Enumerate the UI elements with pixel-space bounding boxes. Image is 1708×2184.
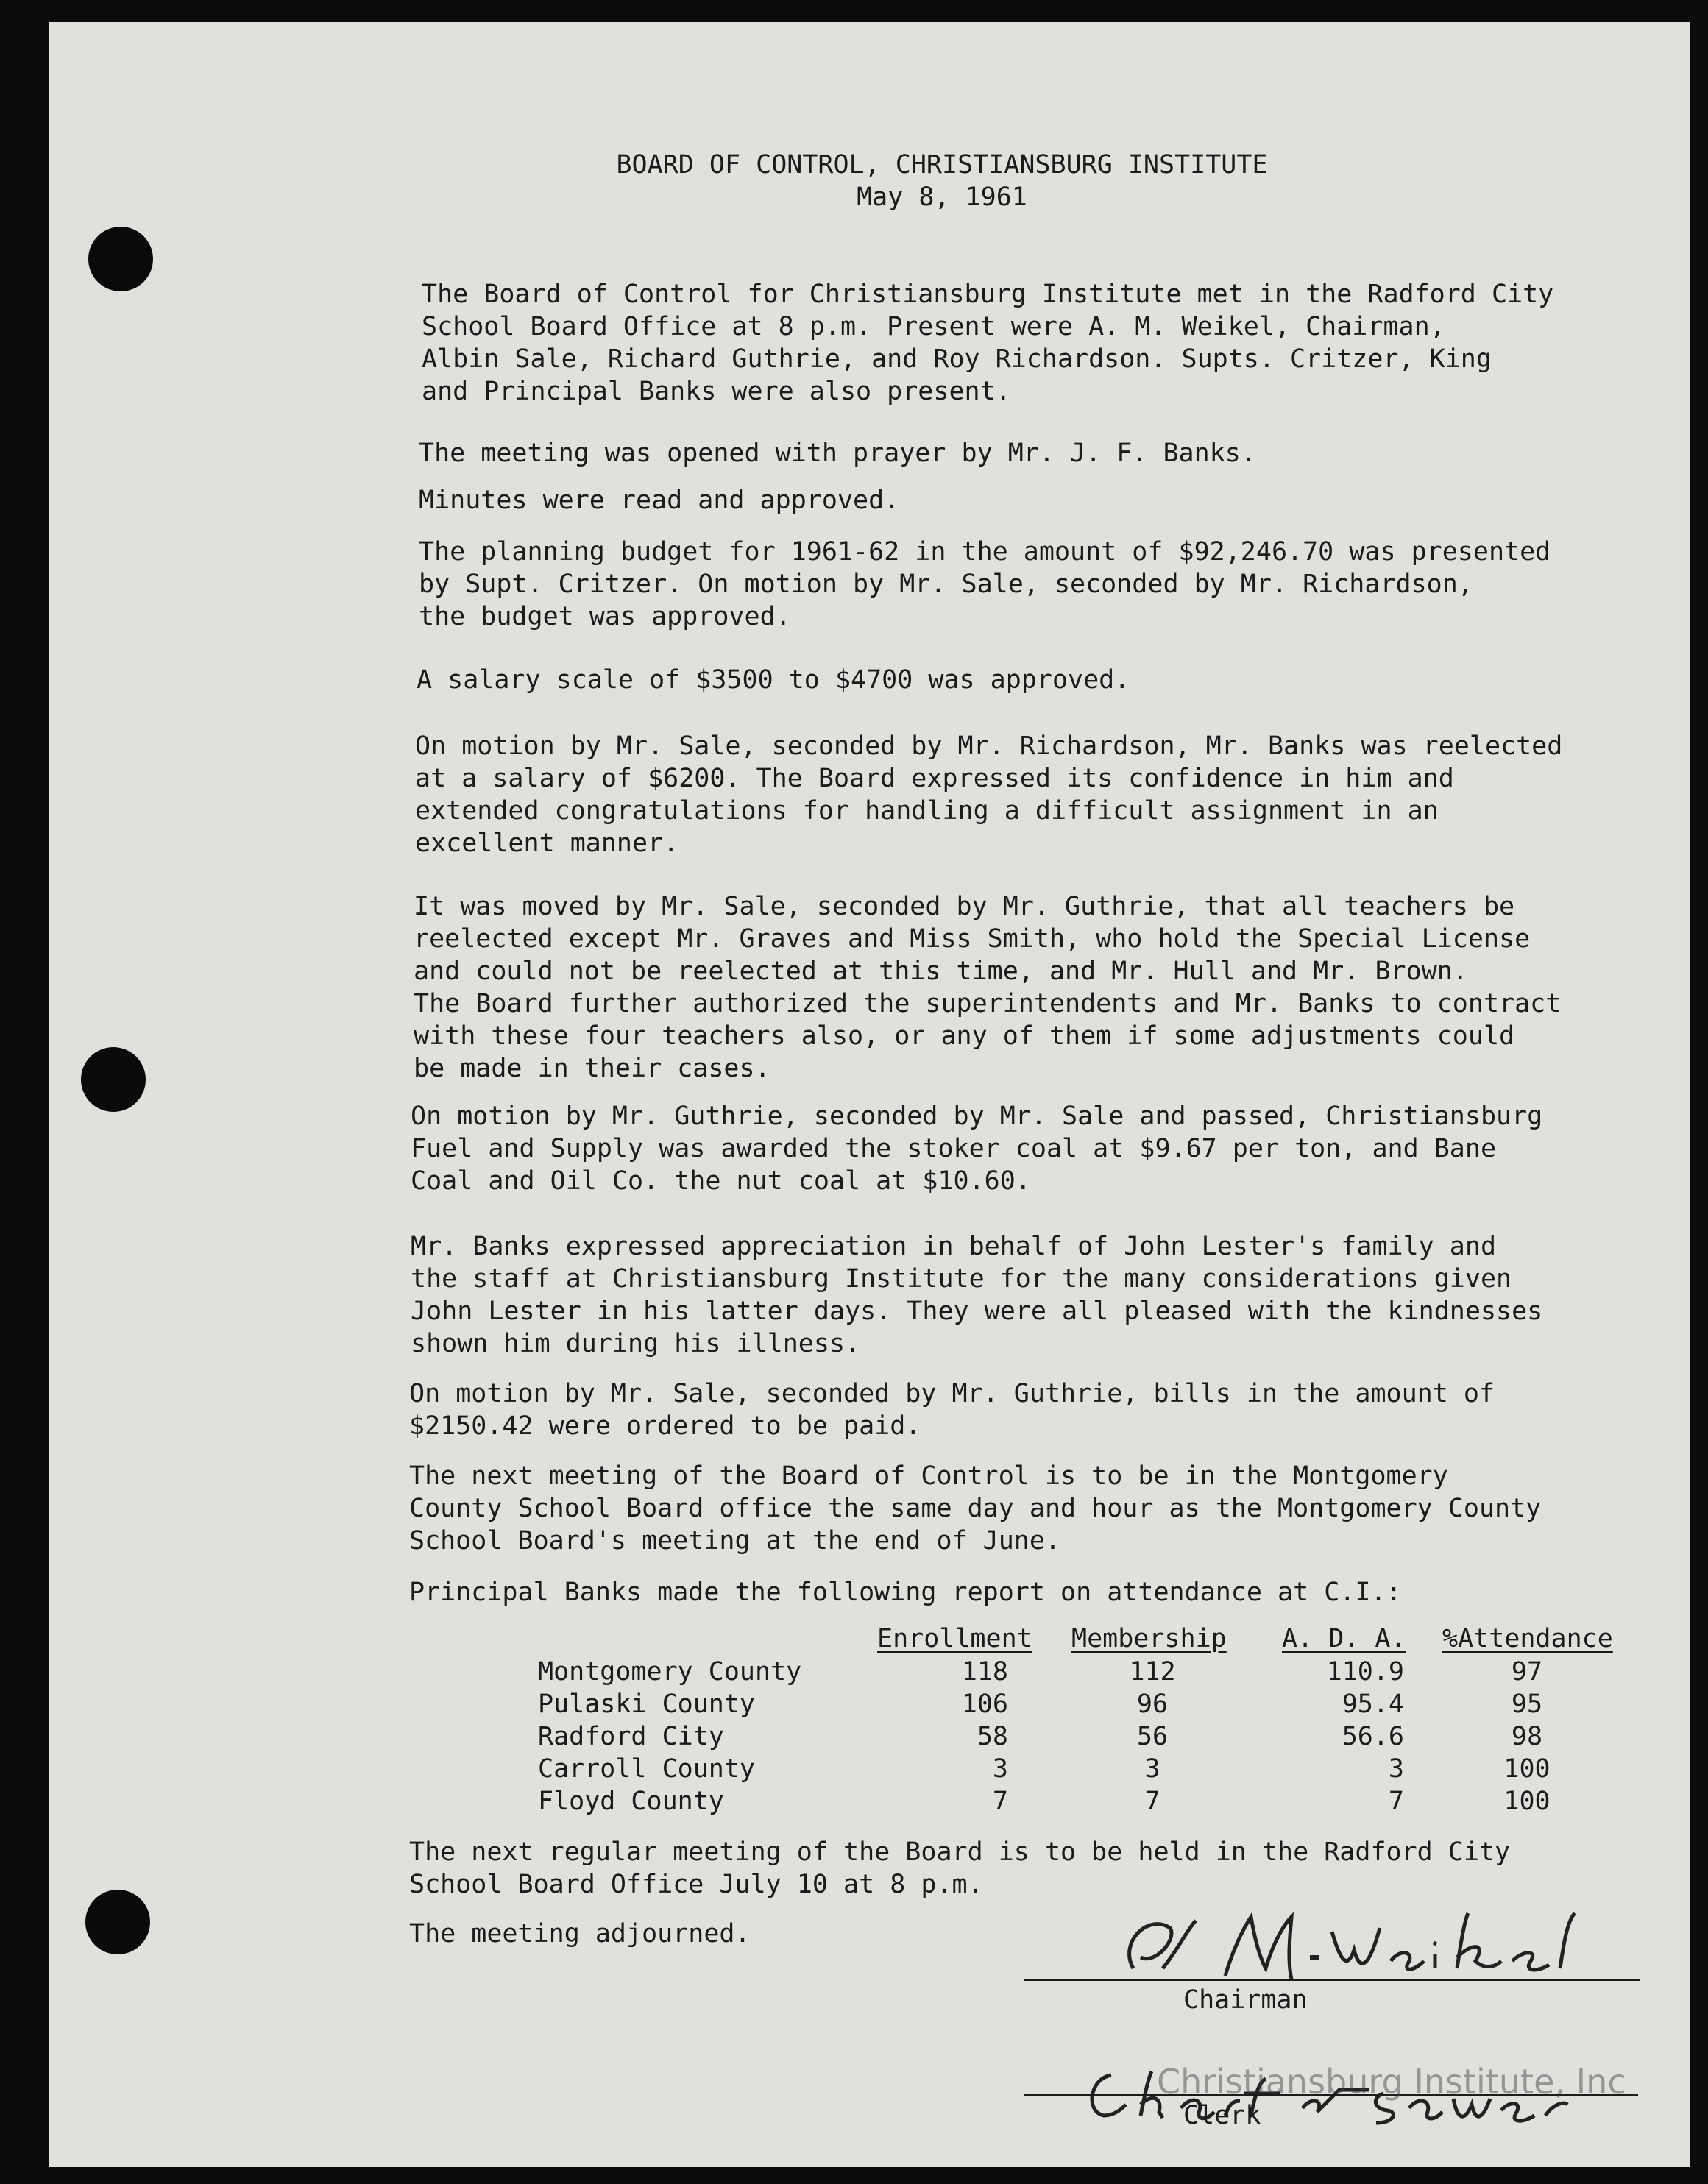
membership-value: 96 (1136, 1690, 1169, 1719)
ada-value: 7 (1388, 1787, 1404, 1816)
ada-value: 56.6 (1342, 1722, 1404, 1751)
paragraph-teachers: It was moved by Mr. Sale, seconded by Mr. Guthrie, that all teachers be reelected except Mr. Graves and Miss Smith, who hold the Special License and could not be reelected at this time, and Mr. Hull and Mr. Brown. The Board further authorized the superintendents and Mr. Banks to contract with these four teachers also, or any of them if some adjustments could be made in their cases. (414, 892, 1562, 1083)
pct-value: 98 (1511, 1722, 1543, 1751)
paragraph-budget: The planning budget for 1961-62 in the amount of $92,246.70 was presented by Supt. Critzer. On motion by Mr. Sale, seconded by Mr. Richardson, the budget was approved. (419, 537, 1551, 631)
header-membership: Membership (1071, 1624, 1227, 1653)
punch-hole (88, 227, 153, 291)
membership-value: 3 (1144, 1754, 1160, 1784)
paragraph-attendees: The Board of Control for Christiansburg Institute met in the Radford City School Board Office at 8 p.m. Present were A. M. Weikel, Chairman, Albin Sale, Richard Guthrie, and Roy Richardson. Supts. Critzer, King and Principal Banks were also present. (422, 280, 1554, 406)
paragraph-prayer: The meeting was opened with prayer by Mr. J. F. Banks. (419, 439, 1256, 468)
paragraph-minutes: Minutes were read and approved. (419, 486, 900, 515)
ada-value: 3 (1388, 1754, 1404, 1784)
county-name: Montgomery County (538, 1657, 802, 1687)
document-title: BOARD OF CONTROL, CHRISTIANSBURG INSTITUTE (616, 150, 1268, 180)
punch-hole (85, 1890, 150, 1954)
enrollment-value: 58 (977, 1722, 1008, 1751)
paragraph-next-regular-meeting: The next regular meeting of the Board is to be held in the Radford City School Board Office July 10 at 8 p.m. (409, 1837, 1511, 1899)
county-name: Pulaski County (538, 1690, 756, 1719)
county-name: Carroll County (538, 1754, 756, 1784)
pct-value: 97 (1511, 1657, 1543, 1687)
enrollment-value: 118 (961, 1657, 1008, 1687)
header-ada: A. D. A. (1282, 1624, 1406, 1653)
header-enrollment: Enrollment (877, 1624, 1032, 1653)
punch-hole (81, 1047, 146, 1112)
pct-value: 100 (1503, 1787, 1551, 1816)
paragraph-bills: On motion by Mr. Sale, seconded by Mr. Guthrie, bills in the amount of $2150.42 were ordered to be paid. (409, 1379, 1495, 1441)
county-name: Floyd County (538, 1787, 724, 1816)
membership-value: 56 (1136, 1722, 1169, 1751)
membership-value: 112 (1129, 1657, 1176, 1687)
ada-value: 110.9 (1326, 1657, 1404, 1687)
chairman-signature-line (1024, 1979, 1640, 1981)
paragraph-salary-scale: A salary scale of $3500 to $4700 was approved. (417, 665, 1130, 695)
enrollment-value: 7 (992, 1787, 1008, 1816)
pct-value: 95 (1511, 1690, 1543, 1719)
paragraph-lester: Mr. Banks expressed appreciation in behalf of John Lester's family and the staff at Christiansburg Institute for the many considerations given John Lester in his latter days. They were all pleased with the kindnesses shown him during his illness. (411, 1232, 1543, 1358)
enrollment-value: 3 (992, 1754, 1008, 1784)
paragraph-next-meeting: The next meeting of the Board of Control is to be in the Montgomery County School Board office the same day and hour as the Montgomery County School Board's meeting at the end of June. (409, 1461, 1542, 1556)
paragraph-banks-reelected: On motion by Mr. Sale, seconded by Mr. Richardson, Mr. Banks was reelected at a salary of $6200. The Board expressed its confidence in him and extended congratulations for handling a difficult assignment in an excellent manner. (415, 731, 1563, 858)
clerk-label: Clerk (1183, 2101, 1261, 2130)
watermark: Christiansburg Institute, Inc (1157, 2062, 1626, 2102)
county-name: Radford City (538, 1722, 724, 1751)
paragraph-adjourned: The meeting adjourned. (409, 1919, 751, 1949)
paragraph-coal: On motion by Mr. Guthrie, seconded by Mr. Sale and passed, Christiansburg Fuel and Supply was awarded the stoker coal at $9.67 per ton, and Bane Coal and Oil Co. the nut coal at $10.60. (411, 1102, 1543, 1196)
header-pct-attendance: %Attendance (1442, 1624, 1613, 1653)
chairman-label: Chairman (1183, 1985, 1308, 2015)
paragraph-report-intro: Principal Banks made the following report on attendance at C.I.: (409, 1578, 1402, 1607)
membership-value: 7 (1144, 1787, 1160, 1816)
ada-value: 95.4 (1342, 1690, 1404, 1719)
pct-value: 100 (1503, 1754, 1551, 1784)
document-date: May 8, 1961 (857, 182, 1027, 212)
enrollment-value: 106 (961, 1690, 1008, 1719)
